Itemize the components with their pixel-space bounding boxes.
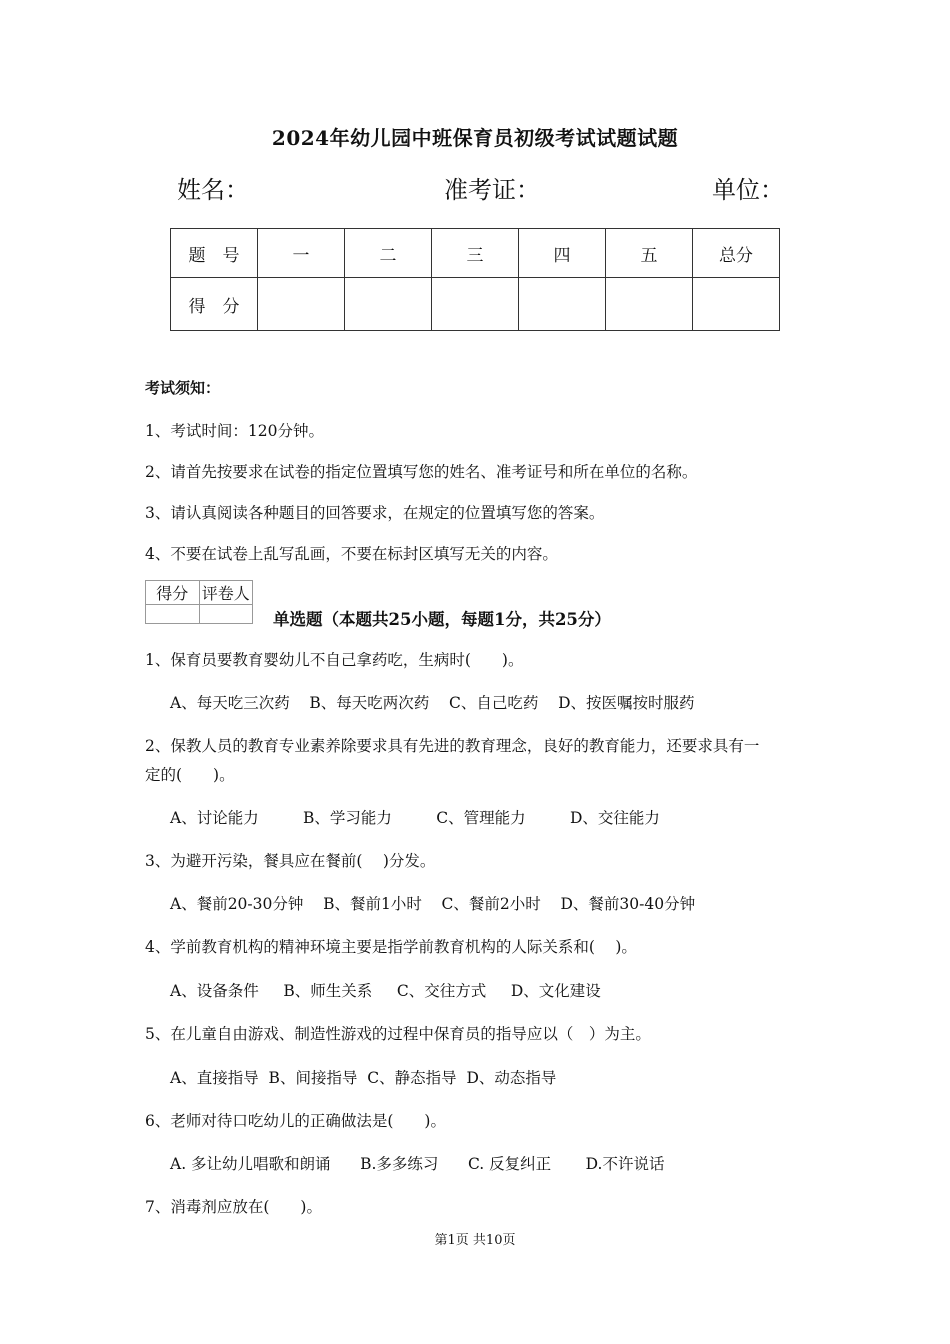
exam-note: 1、考试时间：120分钟。 [145,422,324,440]
score-column-total: 总分 [693,229,780,278]
score-cell [258,278,345,331]
question-number-label: 题 号 [171,229,258,278]
question-stem: 6、老师对待口吃幼儿的正确做法是( )。 [145,1112,446,1130]
grader-reviewer-cell [199,605,253,624]
exam-note: 2、请首先按要求在试卷的指定位置填写您的姓名、准考证号和所在单位的名称。 [145,463,698,481]
question-options: A、直接指导 B、间接指导 C、静态指导 D、动态指导 [170,1069,557,1087]
section-title: 单选题（本题共25小题，每题1分，共25分） [273,610,611,629]
page-footer: 第1页 共10页 [434,1233,516,1248]
candidate-info-row [0,170,950,204]
score-column-5: 五 [606,229,693,278]
question-stem-continued: 定的( )。 [145,766,235,784]
question-stem: 3、为避开污染，餐具应在餐前( )分发。 [145,852,436,870]
score-table-score-row [171,278,780,331]
question-options: A、讨论能力 B、学习能力 C、管理能力 D、交往能力 [170,809,660,827]
question-options: A、餐前20-30分钟 B、餐前1小时 C、餐前2小时 D、餐前30-40分钟 [170,895,696,913]
exam-title: 2024年幼儿园中班保育员初级考试试题试题 [271,126,679,150]
exam-notes-title: 考试须知： [145,379,221,397]
question-options: A. 多让幼儿唱歌和朗诵 B.多多练习 C. 反复纠正 D.不许说话 [170,1155,665,1173]
score-column-4: 四 [519,229,606,278]
question-stem: 2、保教人员的教育专业素养除要求具有先进的教育理念，良好的教育能力，还要求具有一 [145,737,760,755]
score-cell [693,278,780,331]
question-stem: 5、在儿童自由游戏、制造性游戏的过程中保育员的指导应以（ ）为主。 [145,1025,651,1043]
name-field-label: 姓名： [177,176,249,204]
score-cell [519,278,606,331]
question-stem: 7、消毒剂应放在( )。 [145,1198,322,1216]
score-table [170,228,780,331]
score-cell [606,278,693,331]
grader-score-cell [146,605,200,624]
score-table-header-row [171,229,780,278]
score-column-2: 二 [345,229,432,278]
grader-reviewer-label: 评卷人 [199,581,253,605]
question-options: A、设备条件 B、师生关系 C、交往方式 D、文化建设 [170,982,601,1000]
question-stem: 4、学前教育机构的精神环境主要是指学前教育机构的人际关系和( )。 [145,938,637,956]
score-column-3: 三 [432,229,519,278]
exam-number-field-label: 准考证： [444,176,540,204]
exam-note: 3、请认真阅读各种题目的回答要求，在规定的位置填写您的答案。 [145,504,605,522]
question-stem: 1、保育员要教育婴幼儿不自己拿药吃，生病时( )。 [145,651,524,669]
grader-box [145,580,253,624]
score-label: 得 分 [171,278,258,331]
score-cell [345,278,432,331]
score-column-1: 一 [258,229,345,278]
unit-field-label: 单位： [712,176,784,204]
exam-note: 4、不要在试卷上乱写乱画，不要在标封区填写无关的内容。 [145,545,558,563]
grader-score-label: 得分 [146,581,200,605]
score-cell [432,278,519,331]
question-options: A、每天吃三次药 B、每天吃两次药 C、自己吃药 D、按医嘱按时服药 [170,694,695,712]
